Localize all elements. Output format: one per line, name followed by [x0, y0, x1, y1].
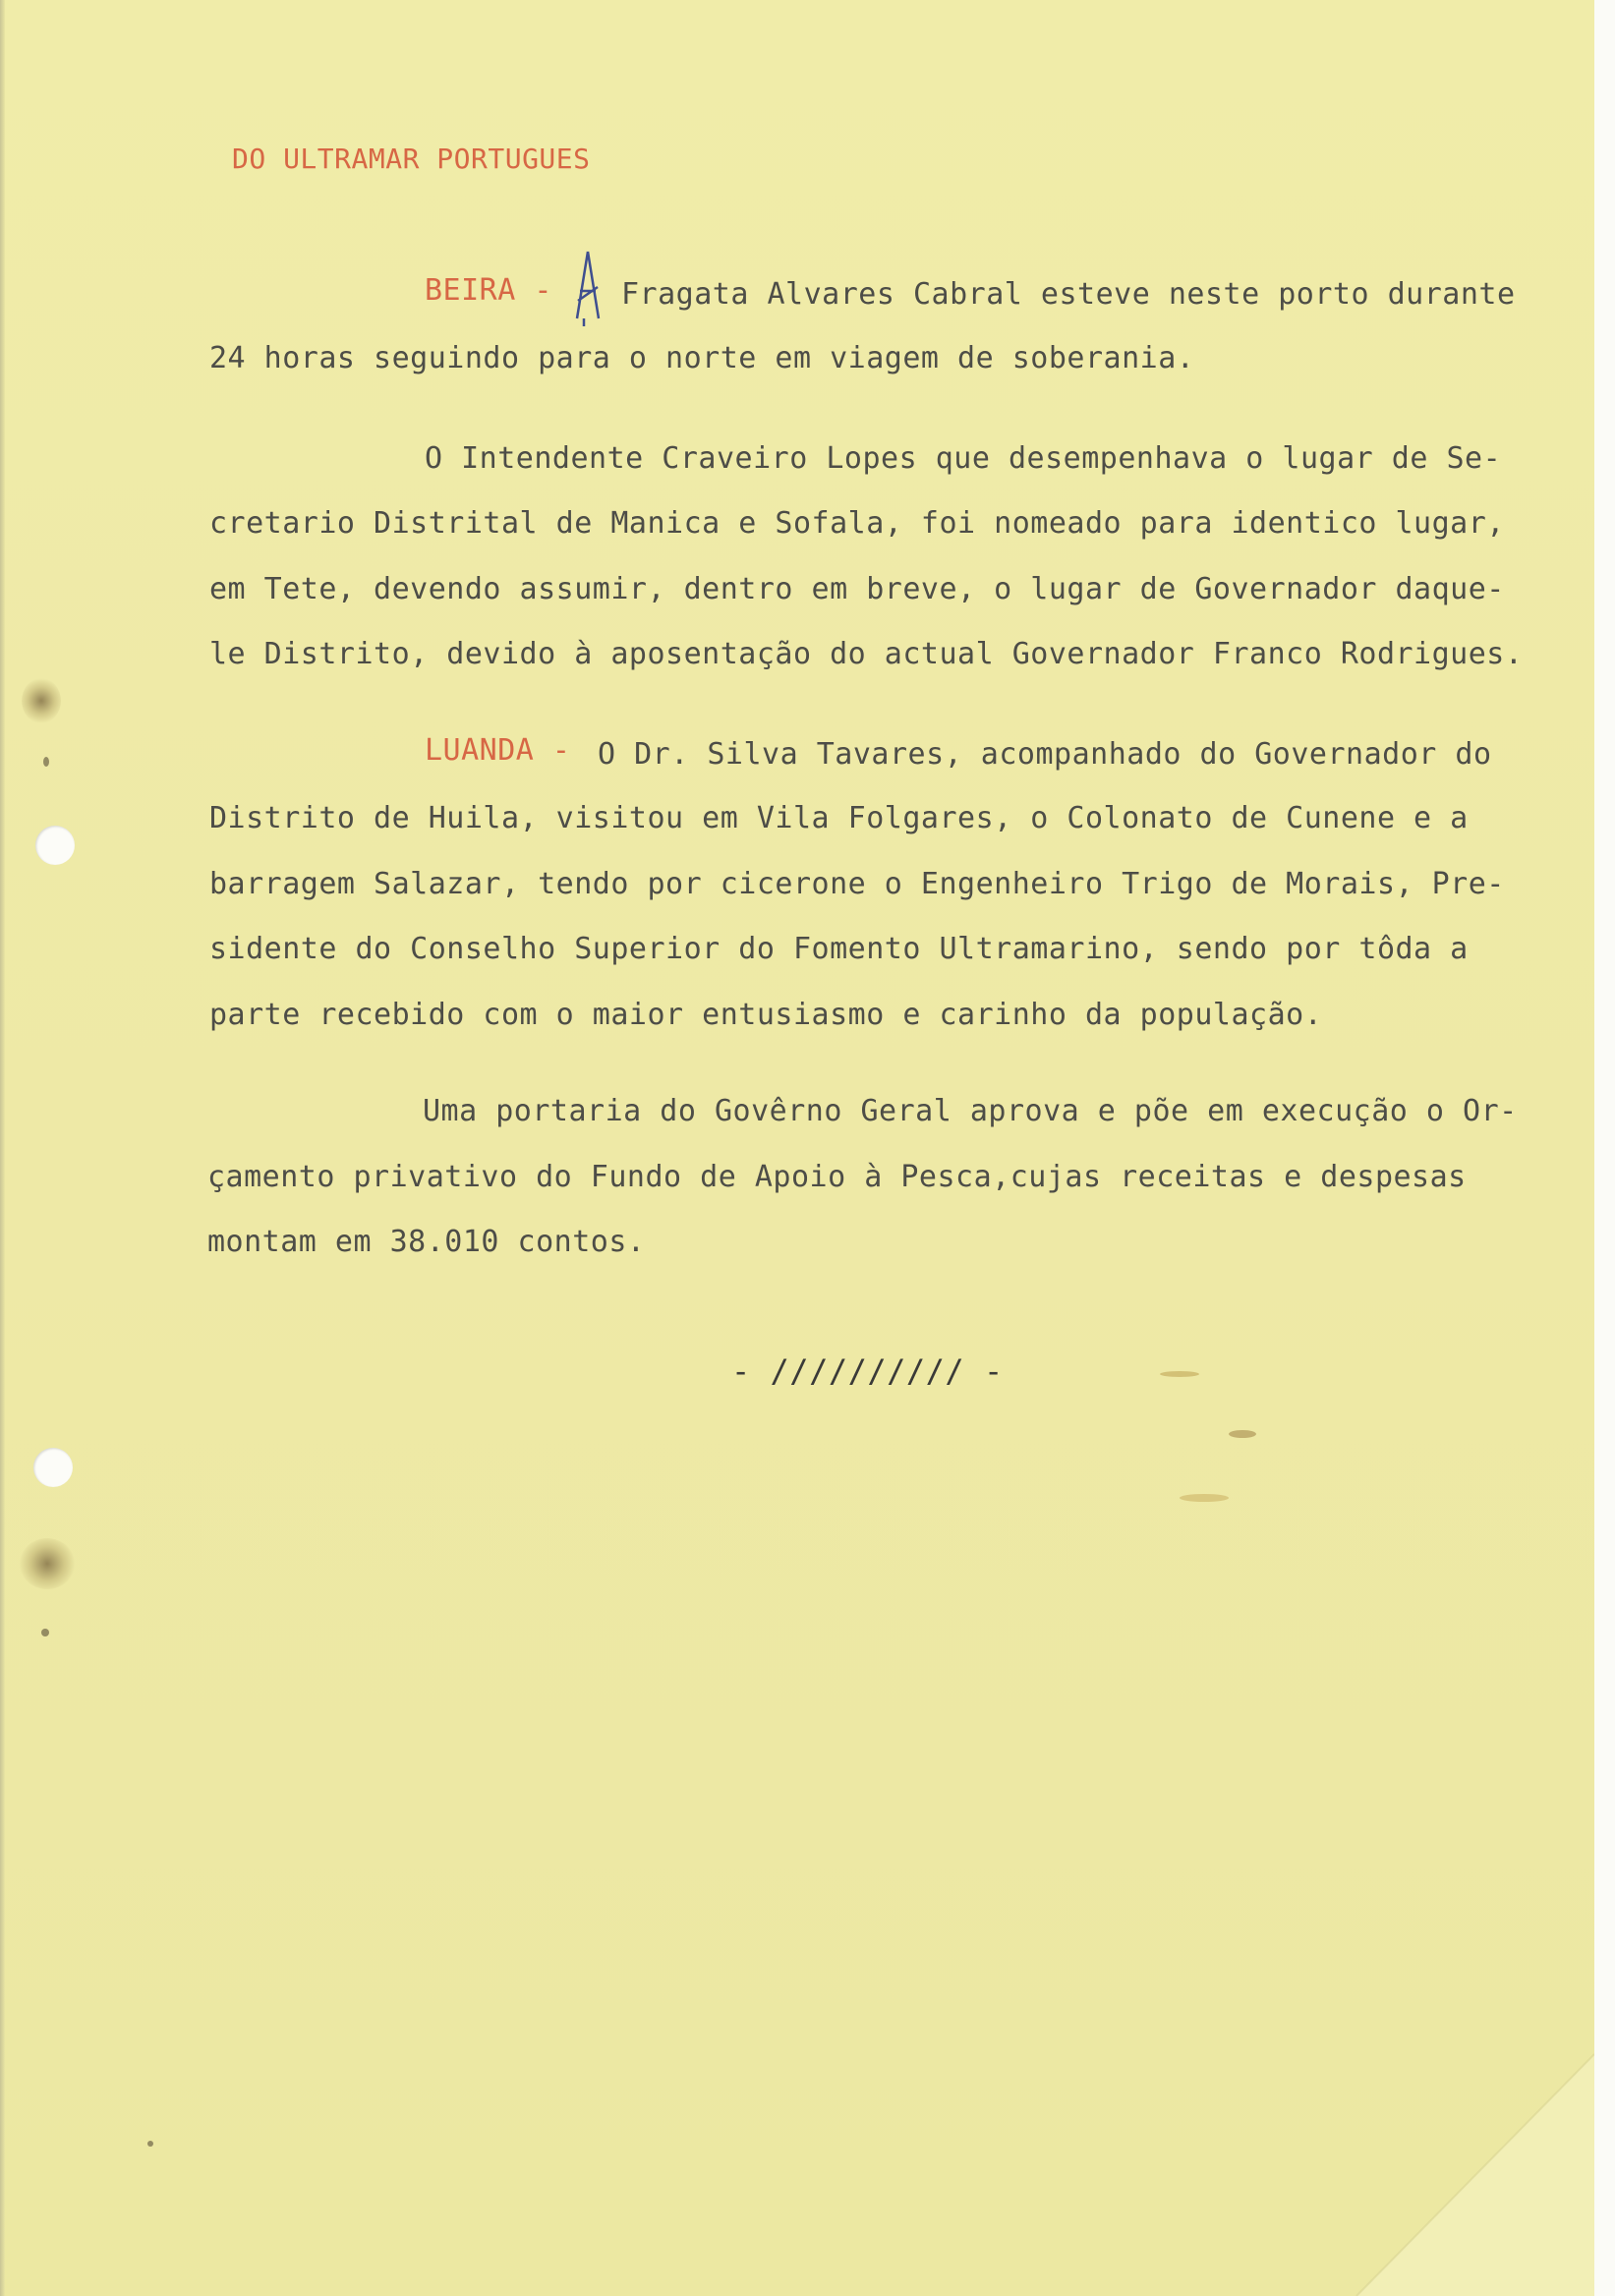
intendente-line-3: em Tete, devendo assumir, dentro em breve, o lugar de Governador daque-	[209, 572, 1505, 606]
beira-dateline: BEIRA -	[425, 273, 552, 308]
rust-stain	[22, 678, 61, 723]
page-edge-shadow	[0, 0, 5, 2296]
handwritten-a-mark	[574, 250, 602, 328]
portaria-line-3: montam em 38.010 contos.	[207, 1225, 646, 1259]
punch-hole	[33, 1448, 73, 1487]
speck	[43, 757, 49, 767]
punch-hole	[35, 826, 75, 865]
rust-stain	[20, 1538, 75, 1589]
intendente-line-2: cretario Distrital de Manica e Sofala, foi nomeado para identico lugar,	[209, 506, 1505, 541]
beira-line-1: Fragata Alvares Cabral esteve neste porto durante	[621, 277, 1516, 312]
scan-margin	[1594, 0, 1615, 2296]
luanda-line-2: Distrito de Huila, visitou em Vila Folgares, o Colonato de Cunene e a	[209, 801, 1469, 835]
luanda-line-1: O Dr. Silva Tavares, acompanhado do Governador do	[598, 737, 1492, 772]
beira-line-2: 24 horas seguindo para o norte em viagem de soberania.	[209, 341, 1195, 375]
speck	[1229, 1430, 1256, 1438]
speck	[1180, 1494, 1229, 1502]
luanda-dateline: LUANDA -	[425, 733, 571, 768]
speck	[1160, 1371, 1199, 1377]
luanda-line-3: barragem Salazar, tendo por cicerone o Engenheiro Trigo de Morais, Pre-	[209, 867, 1505, 901]
intendente-line-1: O Intendente Craveiro Lopes que desempenhava o lugar de Se-	[425, 441, 1502, 476]
speck	[147, 2141, 153, 2147]
portaria-line-1: Uma portaria do Govêrno Geral aprova e põe em execução o Or-	[423, 1094, 1518, 1128]
luanda-line-4: sidente do Conselho Superior do Fomento Ultramarino, sendo por tôda a	[209, 932, 1469, 966]
intendente-line-4: le Distrito, devido à aposentação do actual Governador Franco Rodrigues.	[209, 637, 1524, 671]
header-title: DO ULTRAMAR PORTUGUES	[232, 143, 591, 175]
end-separator: - ////////// -	[731, 1352, 1004, 1390]
luanda-line-5: parte recebido com o maior entusiasmo e carinho da população.	[209, 998, 1323, 1032]
speck	[41, 1629, 49, 1636]
portaria-line-2: çamento privativo do Fundo de Apoio à Pesca,cujas receitas e despesas	[207, 1160, 1467, 1194]
